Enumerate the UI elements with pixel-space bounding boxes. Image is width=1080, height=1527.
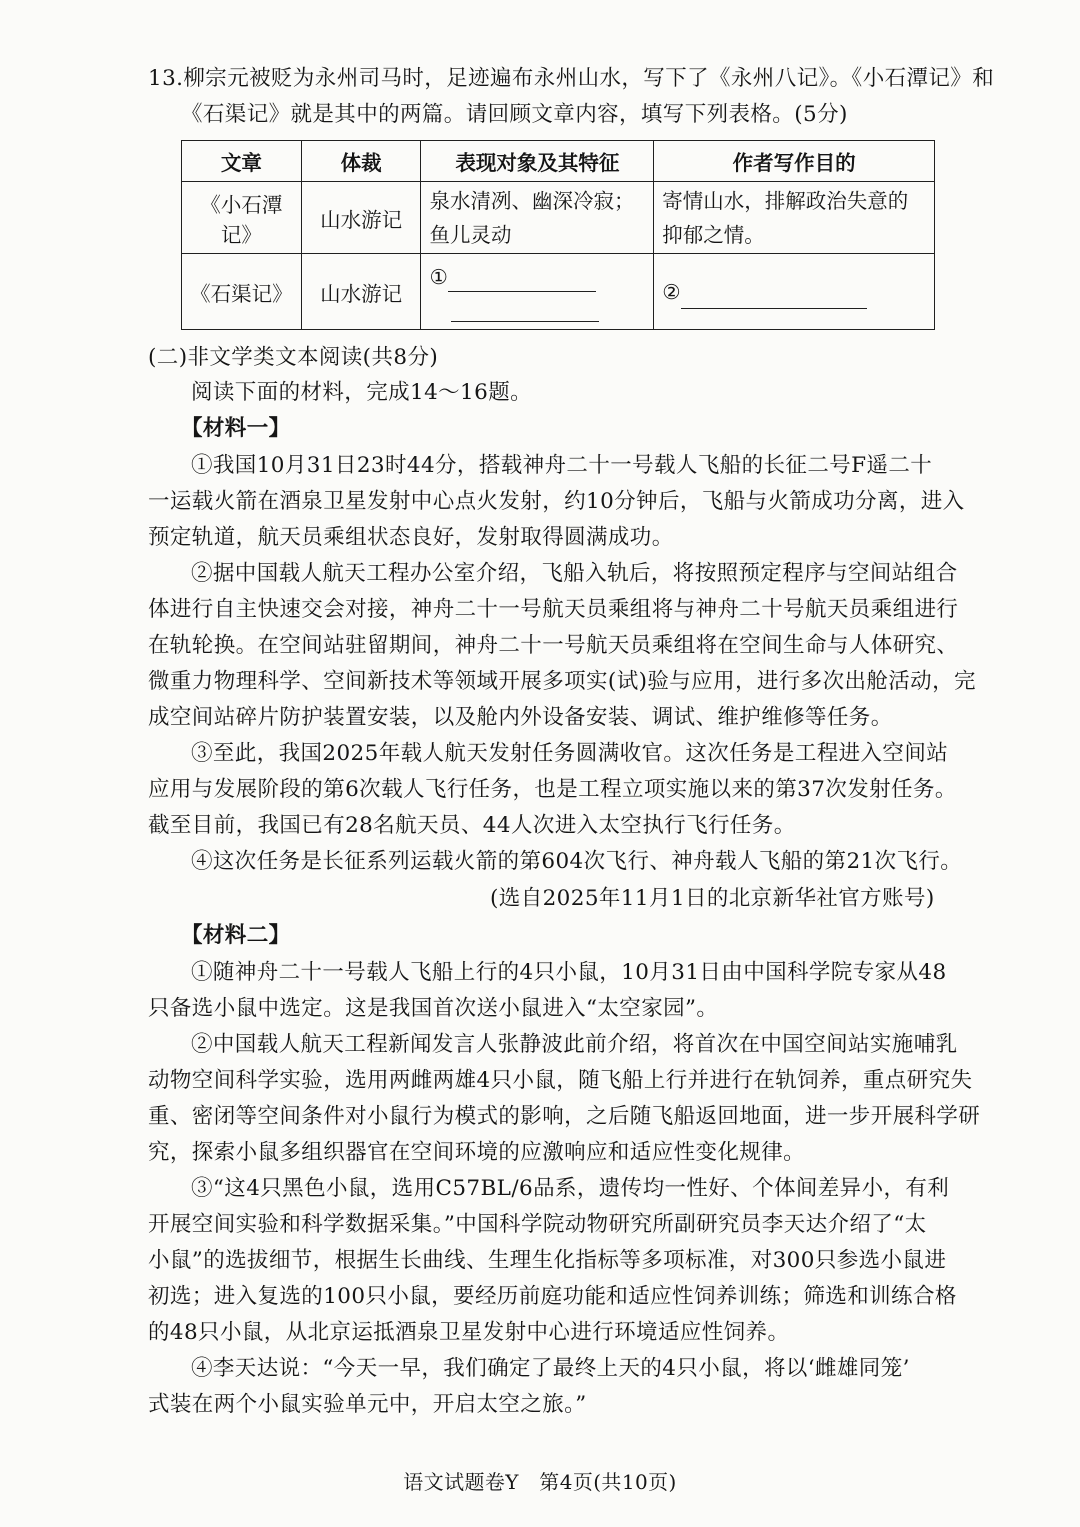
header-feature: 表现对象及其特征: [421, 141, 654, 182]
material2-line: 重、密闭等空间条件对小鼠行为模式的影响，之后随飞船返回地面，进一步开展科学研: [148, 1104, 981, 1129]
material2-line: ③“这4只黑色小鼠，选用C57BL/6品系，遗传均一性好、个体间差异小，有利: [191, 1176, 950, 1201]
material2-line: 的48只小鼠，从北京运抵酒泉卫星发射中心进行环境适应性饲养。: [148, 1320, 790, 1345]
material2-title: 【材料二】: [181, 923, 291, 948]
q13-table: [181, 140, 935, 330]
header-genre: 体裁: [301, 141, 421, 182]
q13-line-1: 13.柳宗元被贬为永州司马时，足迹遍布永州山水，写下了《永州八记》。《小石潭记》和: [148, 66, 995, 91]
material1-source: (选自2025年11月1日的北京新华社官方账号): [490, 886, 935, 911]
purpose-line-1: 寄情山水，排解政治失意的: [662, 188, 909, 213]
material2-line: 小鼠”的选拔细节，根据生长曲线、生理生化指标等多项标准，对300只参选小鼠进: [148, 1248, 947, 1273]
section-heading: (二)非文学类文本阅读(共8分): [148, 345, 439, 370]
material1-line: ③至此，我国2025年载人航天发射任务圆满收官。这次任务是工程进入空间站: [191, 741, 949, 766]
q13-line-2: 《石渠记》就是其中的两篇。请回顾文章内容，填写下列表格。(5分): [181, 102, 848, 127]
material1-line: 成空间站碎片防护装置安装，以及舱内外设备安装、调试、维护维修等任务。: [148, 705, 893, 730]
feature-line-1: 泉水清冽、幽深冷寂；: [429, 188, 635, 213]
answer-blank-2[interactable]: [681, 282, 867, 309]
material2-line: 究，探索小鼠多组织器官在空间环境的应激响应和适应性变化规律。: [148, 1140, 806, 1165]
header-purpose: 作者写作目的: [654, 141, 935, 182]
page-footer: 语文试题卷Y 第4页(共10页): [403, 1470, 677, 1494]
purpose-line-2: 抑郁之情。: [662, 222, 765, 247]
material1-line: 一运载火箭在酒泉卫星发射中心点火发射，约10分钟后，飞船与火箭成功分离，进入: [148, 489, 965, 514]
material1-line: 体进行自主快速交会对接，神舟二十一号航天员乘组将与神舟二十号航天员乘组进行: [148, 597, 959, 622]
header-article: 文章: [182, 141, 302, 182]
material2-line: 式装在两个小鼠实验单元中，开启太空之旅。”: [148, 1392, 587, 1417]
cell-feature-answer: [421, 254, 654, 330]
table-header-row: [182, 141, 935, 182]
material1-line: 预定轨道，航天员乘组状态良好，发射取得圆满成功。: [148, 525, 674, 550]
table-row: [182, 254, 935, 330]
answer-blank-1b[interactable]: [451, 295, 599, 322]
feature-line-2: 鱼儿灵动: [429, 222, 512, 247]
material2-line: ②中国载人航天工程新闻发言人张静波此前介绍，将首次在中国空间站实施哺乳: [191, 1032, 958, 1057]
material1-line: ④这次任务是长征系列运载火箭的第604次飞行、神舟载人飞船的第21次飞行。: [191, 849, 963, 874]
material2-line: 开展空间实验和科学数据采集。”中国科学院动物研究所副研究员李天达介绍了“太: [148, 1212, 927, 1237]
material2-line: 只备选小鼠中选定。这是我国首次送小鼠进入“太空家园”。: [148, 996, 719, 1021]
material2-line: ①随神舟二十一号载人飞船上行的4只小鼠，10月31日由中国科学院专家从48: [191, 960, 947, 985]
cell-purpose: [654, 182, 935, 254]
material2-line: ④李天达说：“今天一早，我们确定了最终上天的4只小鼠，将以‘雌雄同笼’: [191, 1356, 910, 1381]
material1-line: 应用与发展阶段的第6次载人飞行任务，也是工程立项实施以来的第37次发射任务。: [148, 777, 957, 802]
material2-line: 动物空间科学实验，选用两雌两雄4只小鼠，随飞船上行并进行在轨饲养，重点研究失: [148, 1068, 973, 1093]
cell-genre: 山水游记: [301, 182, 421, 254]
cell-article: 《石渠记》: [182, 254, 302, 330]
material1-line: 截至目前，我国已有28名航天员、44人次进入太空执行飞行任务。: [148, 813, 796, 838]
answer-blank-1[interactable]: [448, 265, 596, 292]
cell-genre: 山水游记: [301, 254, 421, 330]
material1-line: 微重力物理科学、空间新技术等领域开展多项实(试)验与应用，进行多次出舱活动，完: [148, 669, 976, 694]
cell-purpose-answer: [654, 254, 935, 330]
material1-line: 在轨轮换。在空间站驻留期间，神舟二十一号航天员乘组将在空间生命与人体研究、: [148, 633, 959, 658]
material2-line: 初选；进入复选的100只小鼠，要经历前庭功能和适应性饲养训练；筛选和训练合格: [148, 1284, 957, 1309]
material1-line: ②据中国载人航天工程办公室介绍，飞船入轨后，将按照预定程序与空间站组合: [191, 561, 958, 586]
blank-2-marker: ②: [662, 279, 681, 304]
section-instruction: 阅读下面的材料，完成14～16题。: [191, 380, 533, 405]
cell-article: 《小石潭记》: [182, 182, 302, 254]
material1-line: ①我国10月31日23时44分，搭载神舟二十一号载人飞船的长征二号F遥二十: [191, 453, 933, 478]
blank-1-marker: ①: [429, 264, 448, 289]
table-row: [182, 182, 935, 254]
cell-feature: [421, 182, 654, 254]
material1-title: 【材料一】: [181, 416, 291, 441]
